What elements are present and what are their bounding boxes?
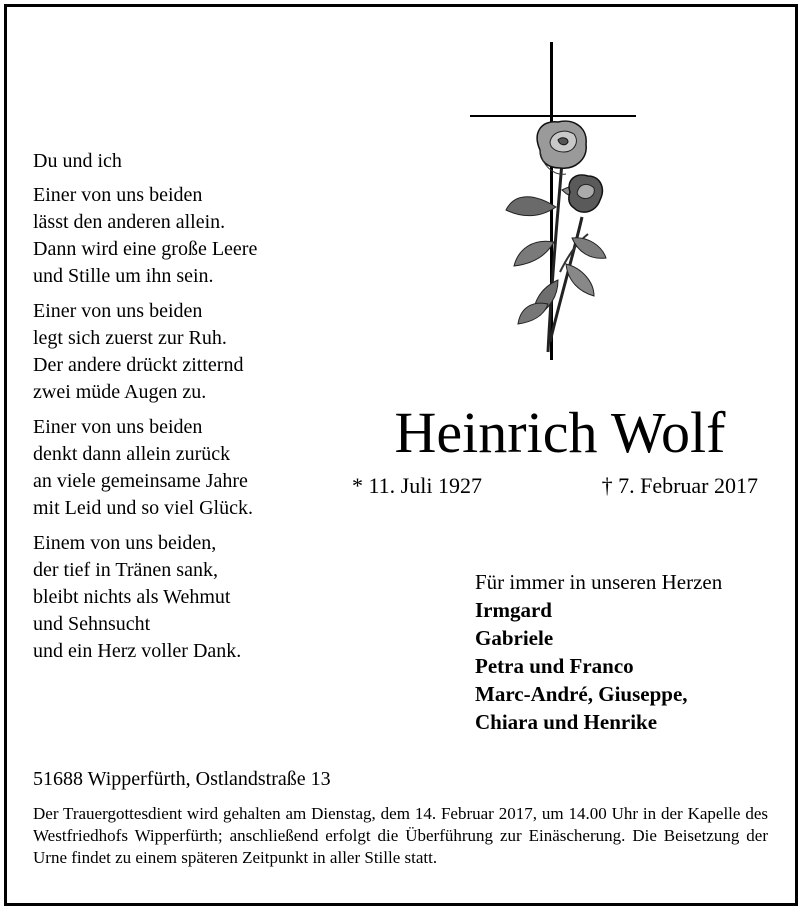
mourner-name: Marc-André, Giuseppe, <box>475 682 688 706</box>
poem-line: denkt dann allein zurück <box>33 443 231 465</box>
cross-icon <box>470 42 636 360</box>
poem-line: lässt den anderen allein. <box>33 211 226 233</box>
mourner-name: Gabriele <box>475 626 554 650</box>
cross-with-roses-illustration <box>470 42 636 362</box>
poem-line: zwei müde Augen zu. <box>33 381 207 403</box>
mourner-name: Chiara und Henrike <box>475 710 658 734</box>
funeral-service-notice: Der Trauergottesdient wird gehalten am Dienstag, dem 14. Februar 2017, um 14.00 Uhr in der Kapelle des Westfriedhofs Wipperfürth; anschließend erfolgt die Überführung zur Einäscherung. Die Beisetzung der Urne findet zu einem späteren Zeitpunkt in aller Stille statt. <box>33 804 768 867</box>
birth-date: * 11. Juli 1927 <box>352 473 482 498</box>
poem <box>33 148 333 673</box>
poem-stanza <box>33 298 333 406</box>
poem-line: Einer von uns beiden <box>33 300 203 322</box>
mourner-name: Petra und Franco <box>475 654 634 678</box>
poem-line: und Stille um ihn sein. <box>33 265 214 287</box>
poem-title: Du und ich <box>33 150 122 172</box>
poem-line: legt sich zuerst zur Ruh. <box>33 327 227 349</box>
rose-icon <box>506 121 606 352</box>
poem-line: an viele gemeinsame Jahre <box>33 470 248 492</box>
mourners-intro: Für immer in unseren Herzen <box>475 570 723 594</box>
mourner-name: Irmgard <box>475 598 552 622</box>
poem-line: Einem von uns beiden, <box>33 532 217 554</box>
poem-stanza <box>33 414 333 522</box>
family-address: 51688 Wipperfürth, Ostlandstraße 13 <box>33 768 331 790</box>
poem-stanza <box>33 182 333 290</box>
death-date: † 7. Februar 2017 <box>601 473 758 498</box>
poem-line: und Sehnsucht <box>33 613 151 635</box>
poem-line: mit Leid und so viel Glück. <box>33 497 253 519</box>
poem-line: und ein Herz voller Dank. <box>33 640 242 662</box>
poem-line: Einer von uns beiden <box>33 416 203 438</box>
poem-line: Dann wird eine große Leere <box>33 238 258 260</box>
poem-line: bleibt nichts als Wehmut <box>33 586 231 608</box>
deceased-name: Heinrich Wolf <box>394 400 726 465</box>
mourners-block <box>475 568 775 736</box>
poem-stanza <box>33 530 333 665</box>
poem-line: der tief in Tränen sank, <box>33 559 218 581</box>
poem-line: Der andere drückt zitternd <box>33 354 244 376</box>
poem-line: Einer von uns beiden <box>33 184 203 206</box>
